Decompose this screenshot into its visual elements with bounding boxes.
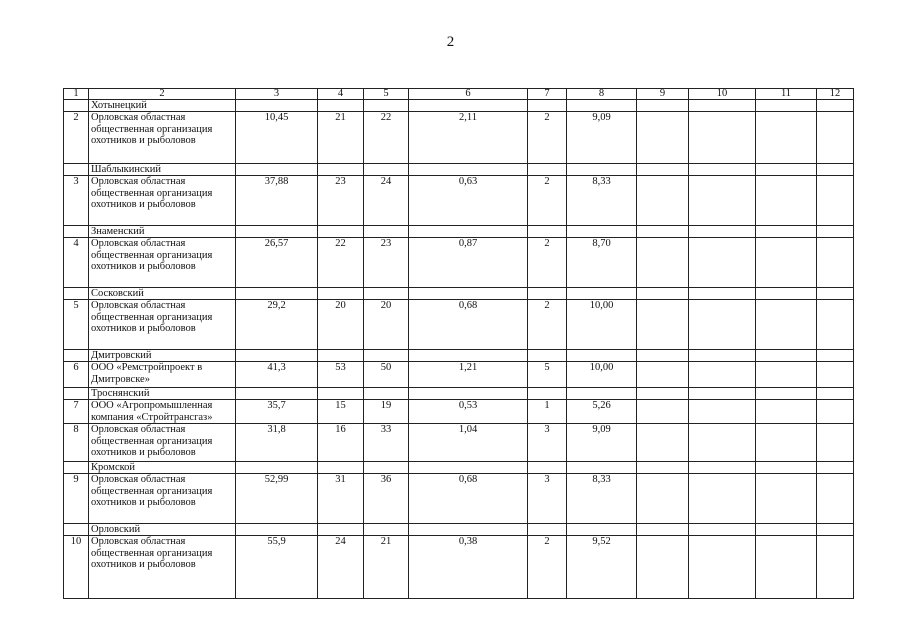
empty-cell bbox=[567, 288, 637, 300]
district-row bbox=[64, 226, 854, 238]
empty-cell bbox=[409, 524, 528, 536]
empty-cell bbox=[637, 226, 689, 238]
organization-name-line: охотников и рыболовов bbox=[91, 497, 196, 508]
table-row bbox=[64, 362, 854, 388]
empty-cell bbox=[364, 226, 409, 238]
empty-cell bbox=[637, 176, 689, 226]
empty-cell bbox=[817, 400, 854, 424]
column-3-value: 52,99 bbox=[236, 474, 318, 524]
organization-name bbox=[89, 536, 236, 599]
empty-cell bbox=[364, 524, 409, 536]
empty-cell bbox=[756, 300, 817, 350]
district-name: Кромской bbox=[89, 462, 236, 474]
empty-cell bbox=[637, 238, 689, 288]
column-6-value: 1,04 bbox=[409, 424, 528, 462]
column-4-value: 24 bbox=[318, 536, 364, 599]
column-7-value: 2 bbox=[528, 176, 567, 226]
table-row bbox=[64, 536, 854, 599]
empty-cell bbox=[567, 350, 637, 362]
organization-name-line: Орловская областная bbox=[91, 112, 186, 123]
empty-cell bbox=[567, 164, 637, 176]
column-3-value: 31,8 bbox=[236, 424, 318, 462]
column-header: 9 bbox=[637, 89, 689, 100]
column-4-value: 53 bbox=[318, 362, 364, 388]
column-header: 2 bbox=[89, 89, 236, 100]
column-3-value: 55,9 bbox=[236, 536, 318, 599]
column-8-value: 8,33 bbox=[567, 176, 637, 226]
empty-cell bbox=[689, 300, 756, 350]
district-name: Орловский bbox=[89, 524, 236, 536]
column-4-value: 31 bbox=[318, 474, 364, 524]
column-6-value: 0,68 bbox=[409, 474, 528, 524]
empty-cell bbox=[528, 226, 567, 238]
column-5-value: 19 bbox=[364, 400, 409, 424]
column-3-value: 10,45 bbox=[236, 112, 318, 164]
empty-cell bbox=[689, 424, 756, 462]
empty-cell bbox=[756, 226, 817, 238]
empty-cell bbox=[689, 536, 756, 599]
empty-cell bbox=[689, 164, 756, 176]
column-4-value: 16 bbox=[318, 424, 364, 462]
empty-cell bbox=[817, 362, 854, 388]
empty-cell bbox=[409, 100, 528, 112]
empty-cell bbox=[567, 388, 637, 400]
organization-name bbox=[89, 362, 236, 388]
empty-cell bbox=[637, 474, 689, 524]
allocation-table bbox=[63, 88, 854, 599]
empty-cell bbox=[756, 288, 817, 300]
empty-cell bbox=[64, 100, 89, 112]
organization-name-line: компания «Стройтрансгаз» bbox=[91, 411, 213, 423]
organization-name-line: общественная организация bbox=[91, 435, 213, 447]
column-5-value: 23 bbox=[364, 238, 409, 288]
empty-cell bbox=[236, 388, 318, 400]
row-number: 9 bbox=[64, 474, 89, 524]
empty-cell bbox=[689, 112, 756, 164]
empty-cell bbox=[756, 112, 817, 164]
empty-cell bbox=[756, 100, 817, 112]
empty-cell bbox=[318, 288, 364, 300]
organization-name-line: общественная организация bbox=[91, 123, 213, 135]
column-6-value: 0,63 bbox=[409, 176, 528, 226]
column-8-value: 9,09 bbox=[567, 424, 637, 462]
empty-cell bbox=[689, 462, 756, 474]
column-8-value: 10,00 bbox=[567, 362, 637, 388]
table-row bbox=[64, 400, 854, 424]
empty-cell bbox=[817, 176, 854, 226]
empty-cell bbox=[817, 388, 854, 400]
column-header: 12 bbox=[817, 89, 854, 100]
empty-cell bbox=[817, 350, 854, 362]
organization-name bbox=[89, 424, 236, 462]
empty-cell bbox=[528, 388, 567, 400]
column-3-value: 41,3 bbox=[236, 362, 318, 388]
empty-cell bbox=[637, 362, 689, 388]
empty-cell bbox=[236, 524, 318, 536]
row-number: 5 bbox=[64, 300, 89, 350]
organization-name-line: ООО «Ремстройпроект в bbox=[91, 362, 203, 373]
empty-cell bbox=[528, 350, 567, 362]
district-row bbox=[64, 288, 854, 300]
empty-cell bbox=[756, 462, 817, 474]
column-6-value: 0,68 bbox=[409, 300, 528, 350]
column-4-value: 23 bbox=[318, 176, 364, 226]
organization-name-line: общественная организация bbox=[91, 249, 213, 261]
column-8-value: 10,00 bbox=[567, 300, 637, 350]
district-row bbox=[64, 524, 854, 536]
empty-cell bbox=[637, 112, 689, 164]
district-row bbox=[64, 164, 854, 176]
empty-cell bbox=[567, 524, 637, 536]
organization-name-line: охотников и рыболовов bbox=[91, 323, 196, 334]
organization-name-line: Дмитровске» bbox=[91, 373, 150, 385]
district-row bbox=[64, 388, 854, 400]
district-name: Знаменский bbox=[89, 226, 236, 238]
empty-cell bbox=[236, 288, 318, 300]
column-header: 5 bbox=[364, 89, 409, 100]
column-7-value: 3 bbox=[528, 424, 567, 462]
district-row bbox=[64, 350, 854, 362]
column-5-value: 20 bbox=[364, 300, 409, 350]
empty-cell bbox=[318, 462, 364, 474]
empty-cell bbox=[689, 100, 756, 112]
empty-cell bbox=[637, 100, 689, 112]
column-7-value: 2 bbox=[528, 238, 567, 288]
empty-cell bbox=[236, 100, 318, 112]
empty-cell bbox=[756, 388, 817, 400]
empty-cell bbox=[528, 100, 567, 112]
table-row bbox=[64, 112, 854, 164]
column-8-value: 8,70 bbox=[567, 238, 637, 288]
empty-cell bbox=[817, 288, 854, 300]
district-name: Троснянский bbox=[89, 388, 236, 400]
organization-name-line: общественная организация bbox=[91, 485, 213, 497]
empty-cell bbox=[364, 288, 409, 300]
empty-cell bbox=[817, 100, 854, 112]
empty-cell bbox=[528, 164, 567, 176]
empty-cell bbox=[637, 524, 689, 536]
column-5-value: 33 bbox=[364, 424, 409, 462]
column-8-value: 9,09 bbox=[567, 112, 637, 164]
column-5-value: 22 bbox=[364, 112, 409, 164]
empty-cell bbox=[756, 536, 817, 599]
empty-cell bbox=[756, 238, 817, 288]
column-3-value: 26,57 bbox=[236, 238, 318, 288]
column-5-value: 50 bbox=[364, 362, 409, 388]
organization-name-line: охотников и рыболовов bbox=[91, 261, 196, 272]
page-number: 2 bbox=[446, 34, 455, 50]
empty-cell bbox=[236, 226, 318, 238]
table-row bbox=[64, 176, 854, 226]
empty-cell bbox=[756, 362, 817, 388]
column-header: 1 bbox=[64, 89, 89, 100]
column-6-value: 0,53 bbox=[409, 400, 528, 424]
empty-cell bbox=[409, 462, 528, 474]
empty-cell bbox=[64, 462, 89, 474]
empty-cell bbox=[637, 350, 689, 362]
empty-cell bbox=[756, 474, 817, 524]
empty-cell bbox=[64, 350, 89, 362]
empty-cell bbox=[756, 164, 817, 176]
column-5-value: 24 bbox=[364, 176, 409, 226]
empty-cell bbox=[817, 164, 854, 176]
organization-name-line: общественная организация bbox=[91, 187, 213, 199]
district-name: Сосковский bbox=[89, 288, 236, 300]
organization-name-line: Орловская областная bbox=[91, 536, 186, 547]
empty-cell bbox=[756, 424, 817, 462]
empty-cell bbox=[689, 350, 756, 362]
empty-cell bbox=[637, 536, 689, 599]
column-3-value: 37,88 bbox=[236, 176, 318, 226]
empty-cell bbox=[409, 164, 528, 176]
empty-cell bbox=[689, 226, 756, 238]
organization-name-line: Орловская областная bbox=[91, 238, 186, 249]
district-row bbox=[64, 462, 854, 474]
empty-cell bbox=[409, 388, 528, 400]
column-3-value: 29,2 bbox=[236, 300, 318, 350]
empty-cell bbox=[756, 524, 817, 536]
empty-cell bbox=[236, 164, 318, 176]
table-body bbox=[64, 89, 854, 599]
table-row bbox=[64, 300, 854, 350]
header-row bbox=[64, 89, 854, 100]
empty-cell bbox=[364, 100, 409, 112]
organization-name bbox=[89, 112, 236, 164]
empty-cell bbox=[817, 424, 854, 462]
column-8-value: 9,52 bbox=[567, 536, 637, 599]
empty-cell bbox=[528, 462, 567, 474]
organization-name-line: охотников и рыболовов bbox=[91, 447, 196, 458]
empty-cell bbox=[817, 474, 854, 524]
empty-cell bbox=[817, 462, 854, 474]
empty-cell bbox=[528, 524, 567, 536]
empty-cell bbox=[637, 388, 689, 400]
empty-cell bbox=[689, 176, 756, 226]
empty-cell bbox=[817, 112, 854, 164]
empty-cell bbox=[64, 388, 89, 400]
empty-cell bbox=[409, 226, 528, 238]
column-6-value: 1,21 bbox=[409, 362, 528, 388]
column-header: 10 bbox=[689, 89, 756, 100]
empty-cell bbox=[64, 524, 89, 536]
row-number: 4 bbox=[64, 238, 89, 288]
table-row bbox=[64, 238, 854, 288]
row-number: 8 bbox=[64, 424, 89, 462]
organization-name-line: ООО «Агропромышленная bbox=[91, 400, 213, 411]
empty-cell bbox=[637, 424, 689, 462]
district-name: Хотынецкий bbox=[89, 100, 236, 112]
empty-cell bbox=[64, 164, 89, 176]
column-4-value: 22 bbox=[318, 238, 364, 288]
empty-cell bbox=[817, 300, 854, 350]
column-7-value: 1 bbox=[528, 400, 567, 424]
empty-cell bbox=[364, 462, 409, 474]
organization-name bbox=[89, 400, 236, 424]
organization-name bbox=[89, 300, 236, 350]
empty-cell bbox=[364, 388, 409, 400]
column-7-value: 2 bbox=[528, 300, 567, 350]
column-4-value: 21 bbox=[318, 112, 364, 164]
organization-name-line: охотников и рыболовов bbox=[91, 135, 196, 146]
empty-cell bbox=[318, 350, 364, 362]
empty-cell bbox=[64, 288, 89, 300]
organization-name bbox=[89, 176, 236, 226]
empty-cell bbox=[637, 300, 689, 350]
empty-cell bbox=[318, 226, 364, 238]
organization-name-line: Орловская областная bbox=[91, 424, 186, 435]
empty-cell bbox=[817, 226, 854, 238]
empty-cell bbox=[637, 462, 689, 474]
column-header: 8 bbox=[567, 89, 637, 100]
empty-cell bbox=[756, 400, 817, 424]
empty-cell bbox=[364, 164, 409, 176]
column-4-value: 20 bbox=[318, 300, 364, 350]
empty-cell bbox=[236, 462, 318, 474]
empty-cell bbox=[64, 226, 89, 238]
column-6-value: 0,38 bbox=[409, 536, 528, 599]
row-number: 6 bbox=[64, 362, 89, 388]
organization-name bbox=[89, 238, 236, 288]
empty-cell bbox=[567, 100, 637, 112]
district-name: Шаблыкинский bbox=[89, 164, 236, 176]
organization-name-line: общественная организация bbox=[91, 311, 213, 323]
organization-name-line: Орловская областная bbox=[91, 300, 186, 311]
empty-cell bbox=[689, 388, 756, 400]
table-row bbox=[64, 424, 854, 462]
empty-cell bbox=[409, 288, 528, 300]
empty-cell bbox=[637, 288, 689, 300]
row-number: 3 bbox=[64, 176, 89, 226]
district-name: Дмитровский bbox=[89, 350, 236, 362]
empty-cell bbox=[318, 388, 364, 400]
empty-cell bbox=[528, 288, 567, 300]
empty-cell bbox=[318, 164, 364, 176]
column-header: 7 bbox=[528, 89, 567, 100]
column-5-value: 21 bbox=[364, 536, 409, 599]
empty-cell bbox=[689, 400, 756, 424]
empty-cell bbox=[364, 350, 409, 362]
column-header: 3 bbox=[236, 89, 318, 100]
empty-cell bbox=[318, 100, 364, 112]
column-7-value: 3 bbox=[528, 474, 567, 524]
row-number: 10 bbox=[64, 536, 89, 599]
empty-cell bbox=[637, 164, 689, 176]
empty-cell bbox=[689, 474, 756, 524]
empty-cell bbox=[756, 350, 817, 362]
column-7-value: 2 bbox=[528, 536, 567, 599]
empty-cell bbox=[236, 350, 318, 362]
empty-cell bbox=[409, 350, 528, 362]
column-5-value: 36 bbox=[364, 474, 409, 524]
column-8-value: 5,26 bbox=[567, 400, 637, 424]
organization-name-line: Орловская областная bbox=[91, 474, 186, 485]
column-header: 4 bbox=[318, 89, 364, 100]
organization-name-line: охотников и рыболовов bbox=[91, 559, 196, 570]
column-6-value: 0,87 bbox=[409, 238, 528, 288]
empty-cell bbox=[689, 524, 756, 536]
empty-cell bbox=[817, 536, 854, 599]
empty-cell bbox=[817, 524, 854, 536]
empty-cell bbox=[567, 462, 637, 474]
row-number: 2 bbox=[64, 112, 89, 164]
organization-name-line: общественная организация bbox=[91, 547, 213, 559]
column-4-value: 15 bbox=[318, 400, 364, 424]
column-8-value: 8,33 bbox=[567, 474, 637, 524]
empty-cell bbox=[689, 238, 756, 288]
column-header: 11 bbox=[756, 89, 817, 100]
empty-cell bbox=[689, 362, 756, 388]
empty-cell bbox=[689, 288, 756, 300]
table-row bbox=[64, 474, 854, 524]
organization-name bbox=[89, 474, 236, 524]
column-7-value: 5 bbox=[528, 362, 567, 388]
empty-cell bbox=[567, 226, 637, 238]
empty-cell bbox=[318, 524, 364, 536]
district-row bbox=[64, 100, 854, 112]
empty-cell bbox=[637, 400, 689, 424]
column-6-value: 2,11 bbox=[409, 112, 528, 164]
empty-cell bbox=[817, 238, 854, 288]
organization-name-line: Орловская областная bbox=[91, 176, 186, 187]
column-3-value: 35,7 bbox=[236, 400, 318, 424]
column-header: 6 bbox=[409, 89, 528, 100]
empty-cell bbox=[756, 176, 817, 226]
organization-name-line: охотников и рыболовов bbox=[91, 199, 196, 210]
column-7-value: 2 bbox=[528, 112, 567, 164]
row-number: 7 bbox=[64, 400, 89, 424]
